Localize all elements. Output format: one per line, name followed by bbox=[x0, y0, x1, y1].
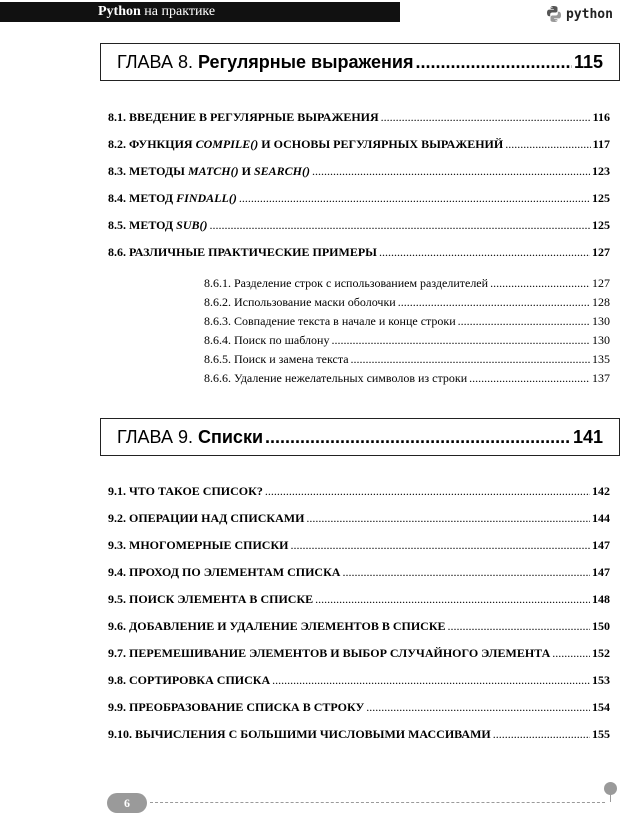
chapter-8-heading bbox=[100, 43, 620, 81]
footer-dashed-line bbox=[150, 802, 605, 803]
toc-entry: 9.1. ЧТО ТАКОЕ СПИСОК? ..... 142 bbox=[108, 484, 610, 511]
python-logo-icon bbox=[545, 5, 563, 23]
chapter-8-sections bbox=[108, 110, 610, 272]
toc-entry: 9.8. СОРТИРОВКА СПИСКА ..... 153 bbox=[108, 673, 610, 700]
chapter-9-heading bbox=[100, 418, 620, 456]
python-logo-text: python bbox=[566, 6, 613, 22]
footer-stem bbox=[610, 794, 611, 802]
chapter-9-page: 141 bbox=[572, 426, 603, 447]
footer-dot-icon bbox=[604, 782, 617, 795]
chapter-8-prefix: ГЛАВА 8. bbox=[117, 51, 193, 72]
toc-entry: 9.10. ВЫЧИСЛЕНИЯ С БОЛЬШИМИ ЧИСЛОВЫМИ МАССИВАМИ ..... 155 bbox=[108, 727, 610, 754]
toc-entry: 9.6. ДОБАВЛЕНИЕ И УДАЛЕНИЕ ЭЛЕМЕНТОВ В СПИСКЕ ..... 150 bbox=[108, 619, 610, 646]
toc-entry: 9.9. ПРЕОБРАЗОВАНИЕ СПИСКА В СТРОКУ ..... 154 bbox=[108, 700, 610, 727]
toc-entry: 9.4. ПРОХОД ПО ЭЛЕМЕНТАМ СПИСКА ..... 147 bbox=[108, 565, 610, 592]
toc-entry: 9.3. МНОГОМЕРНЫЕ СПИСКИ ..... 147 bbox=[108, 538, 610, 565]
toc-entry: 8.2. ФУНКЦИЯ COMPILE() И ОСНОВЫ РЕГУЛЯРНЫХ ВЫРАЖЕНИЙ ..... 117 bbox=[108, 137, 610, 164]
page-number: 6 bbox=[107, 793, 147, 813]
chapter-9-prefix: ГЛАВА 9. bbox=[117, 426, 193, 447]
toc-subentry: 8.6.1. Разделение строк с использованием разделителей ..... 127 bbox=[204, 276, 610, 295]
toc-subentry: 8.6.4. Поиск по шаблону ..... 130 bbox=[204, 333, 610, 352]
toc-entry: 8.3. МЕТОДЫ MATCH() И SEARCH() ..... 123 bbox=[108, 164, 610, 191]
toc-entry: 8.1. ВВЕДЕНИЕ В РЕГУЛЯРНЫЕ ВЫРАЖЕНИЯ ..... 116 bbox=[108, 110, 610, 137]
toc-entry: 8.5. МЕТОД SUB() ..... 125 bbox=[108, 218, 610, 245]
toc-entry: 9.5. ПОИСК ЭЛЕМЕНТА В СПИСКЕ ..... 148 bbox=[108, 592, 610, 619]
chapter-8-page: 115 bbox=[573, 51, 603, 72]
header-title-bold: Python bbox=[98, 4, 141, 19]
toc-subentry: 8.6.3. Совпадение текста в начале и конце строки ..... 130 bbox=[204, 314, 610, 333]
chapter-8-subsections bbox=[204, 276, 610, 390]
python-logo bbox=[545, 4, 613, 24]
toc-subentry: 8.6.5. Поиск и замена текста ..... 135 bbox=[204, 352, 610, 371]
toc-subentry: 8.6.2. Использование маски оболочки ..... 128 bbox=[204, 295, 610, 314]
toc-entry: 8.4. МЕТОД FINDALL() ..... 125 bbox=[108, 191, 610, 218]
chapter-9-sections bbox=[108, 484, 610, 754]
chapter-8-title: Регулярные выражения bbox=[198, 51, 414, 72]
header-title-rest: на практике bbox=[140, 4, 216, 19]
toc-entry: 9.7. ПЕРЕМЕШИВАНИЕ ЭЛЕМЕНТОВ И ВЫБОР СЛУЧАЙНОГО ЭЛЕМЕНТА ..... 152 bbox=[108, 646, 610, 673]
toc-subentry: 8.6.6. Удаление нежелательных символов из строки ..... 137 bbox=[204, 371, 610, 390]
toc-entry: 8.6. РАЗЛИЧНЫЕ ПРАКТИЧЕСКИЕ ПРИМЕРЫ ..... 127 bbox=[108, 245, 610, 272]
chapter-9-title: Списки bbox=[198, 426, 264, 447]
toc-entry: 9.2. ОПЕРАЦИИ НАД СПИСКАМИ ..... 144 bbox=[108, 511, 610, 538]
running-header bbox=[0, 2, 400, 22]
